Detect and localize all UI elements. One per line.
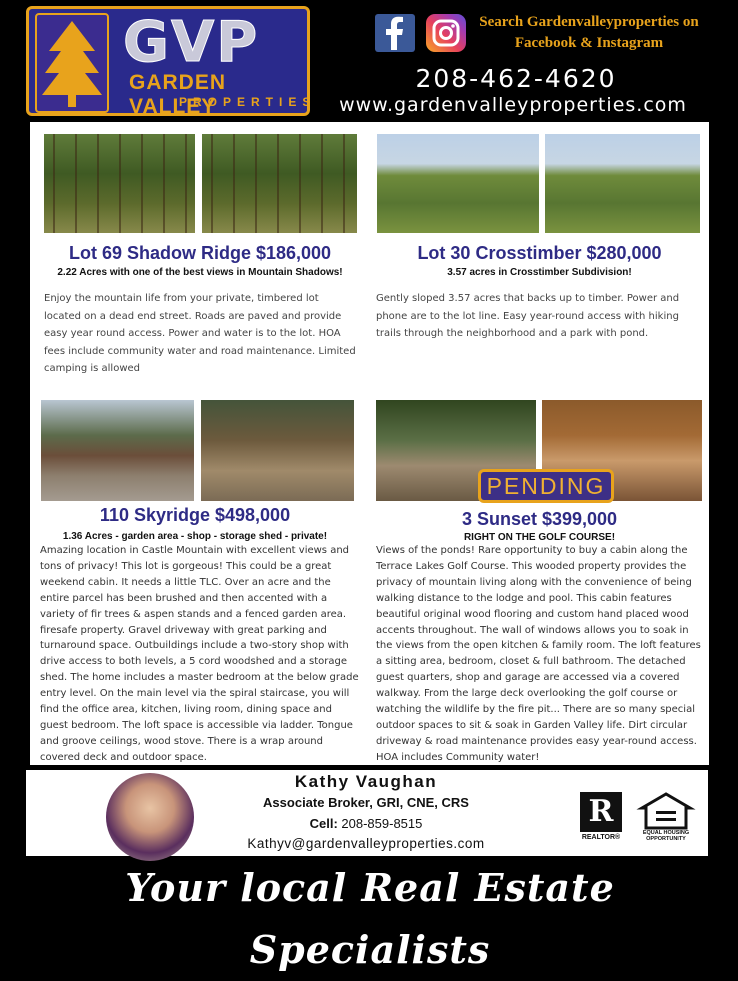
equal-housing-label	[638, 830, 694, 842]
agent-cell[interactable]	[206, 815, 526, 833]
house-icon	[638, 792, 694, 830]
website-link[interactable]: www.gardenvalleyproperties.com	[339, 94, 687, 116]
social-search-text	[466, 12, 712, 54]
realtor-label: REALTOR®	[581, 834, 621, 841]
listing-4-title[interactable]: 3 Sunset $399,000	[461, 509, 618, 529]
listing-1-title[interactable]: Lot 69 Shadow Ridge $186,000	[68, 243, 332, 263]
facebook-icon[interactable]	[375, 14, 415, 52]
agent-title: Associate Broker, GRI, CNE, CRS	[263, 795, 469, 810]
logo-name: GARDEN VALLEY	[129, 71, 227, 118]
equal-housing-logo	[638, 792, 694, 844]
logo-letters: GVP	[123, 10, 260, 75]
cell-number: 208-859-8515	[341, 816, 423, 831]
listing-4-subtitle: RIGHT ON THE GOLF COURSE!	[463, 532, 616, 543]
listing-4-description: Views of the ponds! Rare opportunity to buy a cabin along the Terrace Lakes Golf Course. This wooded property provides the privacy of mountain living along with the convenience of being walking distance to the lodge and pool. This cabin features beautiful original wood flooring and custom hand placed wood accents throughout. The wall of windows allows you to soak in the views from the open kitchen & family room. The loft features a sitting area, bedroom, closet & full bathroom. The detached guest quarters, shop and garage are accessed via a covered walkway. From the large deck overlooking the golf course or watching the wildlife by the fire pit... There are so many special outdoor spaces to sit & soak in Garden Valley life. Dirt circular driveway & road maintenance provides easy year-round access. HOA includes Community water!	[376, 545, 701, 763]
header	[0, 0, 738, 122]
listing-3-title[interactable]: 110 Skyridge $498,000	[99, 505, 291, 525]
listing-3-photo-2[interactable]	[201, 400, 354, 501]
listing-2-subtitle: 3.57 acres in Crosstimber Subdivision!	[447, 267, 632, 278]
listing-2-description: Gently sloped 3.57 acres that backs up to timber. Power and phone are to the lot line. Easy year-round access with hiking trails through the neighborhood and a park with pond.	[376, 293, 680, 340]
listing-2-title[interactable]: Lot 30 Crosstimber $280,000	[417, 243, 662, 263]
agent-name: Kathy Vaughan	[294, 772, 438, 791]
pine-tree-icon	[35, 13, 109, 113]
listing-1-photo-2[interactable]	[202, 134, 357, 233]
realtor-logo	[578, 792, 624, 844]
equal-housing-line-1: EQUAL HOUSING	[642, 830, 690, 836]
equal-housing-line-2: OPPORTUNITY	[646, 836, 686, 842]
phone-number[interactable]: 208-462-4620	[415, 64, 617, 93]
listing-3-description: Amazing location in Castle Mountain with excellent views and tons of privacy! This lot is gorgeous! This could be a great weekend cabin. It needs a little TLC. Over an acre and the entire parcel has been brushed and then accented with a variety of fir trees & aspen stands and a fenced garden area. firesafe property. Gravel driveway with great parking and turnaround space. Outbuildings include a two-story shop with drive access to both levels, a 5 cord woodshed and a storage shed. The home includes a master bedroom at the below grade entry level. On the main level via the spiral staircase, you will find the office area, kitchen, living room, dining space and guest bedroom. The loft space is accessible via ladder. Tongue and groove ceilings, wood stove. There is a wrap around covered deck and outdoor space.	[40, 545, 359, 763]
listing-1-description: Enjoy the mountain life from your private, timbered lot located on a dead end street. Roads are paved and provide easy year round access. Power and water is to the lot. HOA fees include community water and road maintenance. Limited camping is allowed	[44, 293, 356, 375]
listing-1-subtitle: 2.22 Acres with one of the best views in Mountain Shadows!	[57, 267, 343, 278]
listing-3-subtitle: 1.36 Acres - garden area - shop - storage shed - private!	[62, 531, 328, 542]
social-line-1: Search Gardenvalleyproperties on	[479, 14, 699, 30]
listing-2-photo-1[interactable]	[377, 134, 539, 233]
listing-1-photo-1[interactable]	[44, 134, 195, 233]
slogan: Your local Real Estate Specialists	[125, 865, 615, 972]
logo-subtitle: PROPERTIES	[179, 95, 317, 109]
agent-card	[26, 770, 708, 856]
listings-panel	[30, 122, 709, 765]
realtor-r-icon: R	[580, 792, 622, 832]
listing-2-photo-2[interactable]	[545, 134, 700, 233]
social-line-2: Facebook & Instagram	[514, 35, 664, 51]
listing-3-photo-1[interactable]	[41, 400, 194, 501]
pending-badge: PENDING	[478, 469, 614, 503]
cell-label: Cell:	[309, 816, 338, 831]
gvp-logo[interactable]	[26, 6, 317, 118]
agent-email[interactable]: Kathyv@gardenvalleyproperties.com	[247, 836, 485, 851]
instagram-icon[interactable]	[426, 14, 466, 52]
